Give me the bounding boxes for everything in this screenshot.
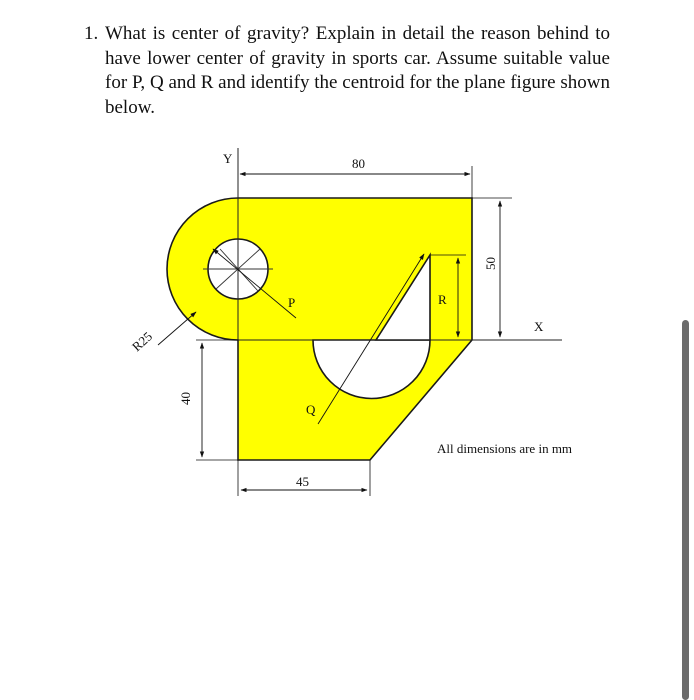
question-text: What is center of gravity? Explain in detail the reason behind to have lower center of gravity in sports car. Assume suitable value for P, Q and R and identify the centroid for the plane figure shown below. xyxy=(105,23,610,118)
radius-leader-line xyxy=(158,312,196,345)
question-number: 1. xyxy=(84,23,99,44)
bottom-width-label: 45 xyxy=(296,474,309,489)
dimensions-note: All dimensions are in mm xyxy=(437,441,573,456)
q-label: Q xyxy=(306,402,316,417)
y-axis-label: Y xyxy=(223,151,233,166)
x-axis-label: X xyxy=(534,319,544,334)
left-height-label: 40 xyxy=(178,392,193,405)
p-label: P xyxy=(288,295,296,310)
right-height-label: 50 xyxy=(483,257,498,270)
r-label: R xyxy=(438,292,447,307)
top-width-label: 80 xyxy=(352,156,365,171)
radius-label: R25 xyxy=(128,328,156,355)
vertical-scrollbar[interactable] xyxy=(682,320,689,700)
